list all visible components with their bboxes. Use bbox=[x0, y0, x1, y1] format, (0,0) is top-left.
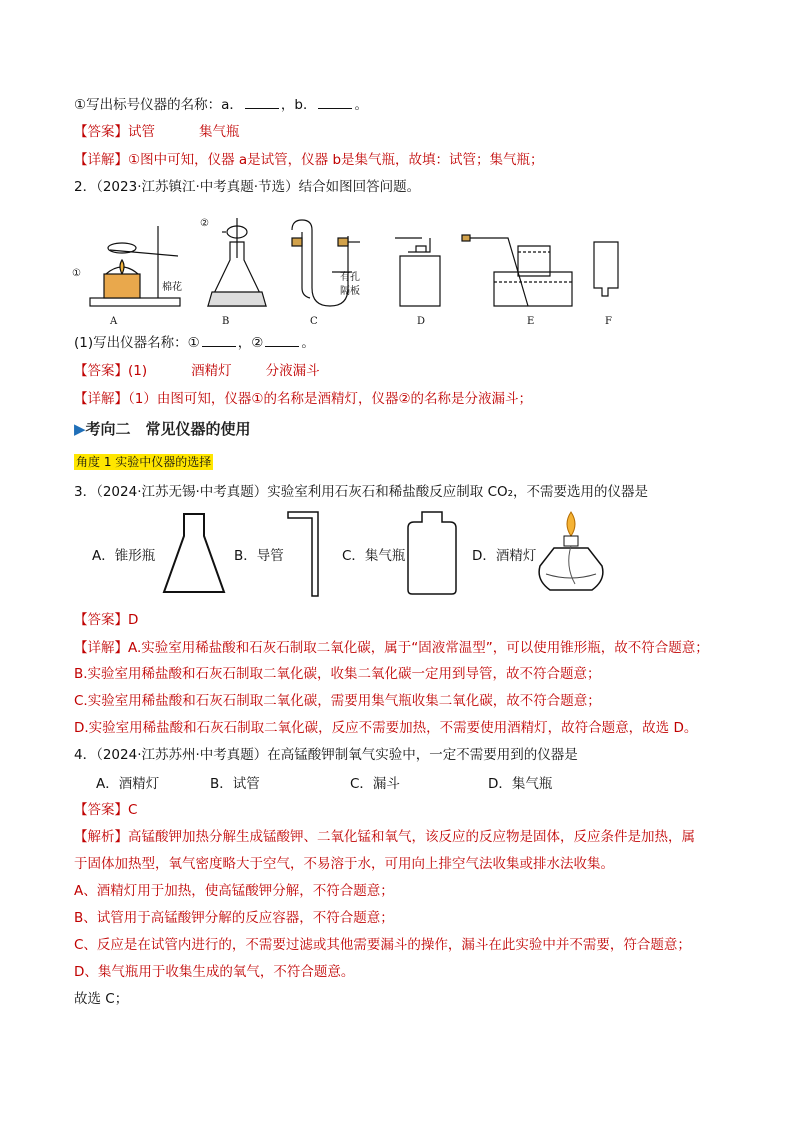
q4-analysis-1: 【解析】高锰酸钾加热分解生成锰酸钾、二氧化锰和氧气，该反应的反应物是固体，反应条件是加热，属 bbox=[74, 829, 695, 845]
section-heading: ▶考向二 常见仪器的使用 bbox=[74, 420, 251, 438]
q2-title: 2．（2023·江苏镇江·中考真题·节选）结合如图回答问题。 bbox=[74, 179, 421, 195]
q4-analysis-d: D、集气瓶用于收集生成的氧气，不符合题意。 bbox=[74, 964, 355, 980]
label-F: F bbox=[605, 316, 612, 327]
plate-label-2: 隔板 bbox=[340, 286, 360, 297]
blank-2[interactable] bbox=[265, 333, 299, 347]
conical-flask-drawing bbox=[162, 510, 226, 594]
q1-prompt: ①写出标号仪器的名称：a． ，b． 。 bbox=[74, 97, 368, 113]
q3-detail-a: 【详解】A.实验室用稀盐酸和石灰石制取二氧化碳，属于“固液常温型”，可以使用锥形瓶，故不符合题意； bbox=[74, 640, 709, 656]
blank-a[interactable] bbox=[245, 95, 279, 109]
q4-answer: 【答案】C bbox=[74, 802, 138, 818]
label-C: C bbox=[310, 316, 318, 327]
gas-jar-drawing bbox=[404, 510, 460, 596]
q4-option-b[interactable]: B．试管 bbox=[210, 776, 260, 792]
q4-title: 4．（2024·江苏苏州·中考真题）在高锰酸钾制氧气实验中，一定不需要用到的仪器是 bbox=[74, 747, 578, 763]
q4-option-a[interactable]: A．酒精灯 bbox=[96, 776, 160, 792]
section-arrow-icon: ▶ bbox=[74, 420, 86, 438]
delivery-tube-drawing bbox=[286, 508, 326, 600]
q2-detail: 【详解】（1）由图可知，仪器①的名称是酒精灯，仪器②的名称是分液漏斗； bbox=[74, 391, 533, 407]
q4-analysis-a: A、酒精灯用于加热，使高锰酸钾分解，不符合题意； bbox=[74, 883, 394, 899]
q3-options-figure bbox=[74, 506, 634, 602]
q4-analysis-2: 于固体加热型，氧气密度略大于空气，不易溶于水，可用向上排空气法收集或排水法收集。 bbox=[74, 856, 614, 872]
q1-detail: 【详解】①图中可知，仪器 a是试管，仪器 b是集气瓶，故填：试管；集气瓶； bbox=[74, 152, 544, 168]
q3-title: 3．（2024·江苏无锡·中考真题）实验室利用石灰石和稀盐酸反应制取 CO₂，不需要选用的仪器是 bbox=[74, 484, 649, 500]
q4-conclusion: 故选 C； bbox=[74, 991, 129, 1007]
q3-option-d[interactable]: D．酒精灯 bbox=[472, 548, 537, 564]
mark-1: ① bbox=[72, 268, 81, 279]
q4-option-c[interactable]: C．漏斗 bbox=[350, 776, 400, 792]
q3-option-c[interactable]: C．集气瓶 bbox=[342, 548, 406, 564]
q4-options bbox=[96, 772, 656, 792]
blank-1[interactable] bbox=[202, 333, 236, 347]
q3-option-a[interactable]: A．锥形瓶 bbox=[92, 548, 156, 564]
q4-analysis-b: B、试管用于高锰酸钾分解的反应容器，不符合题意； bbox=[74, 910, 394, 926]
q1-answer: 【答案】试管 集气瓶 bbox=[74, 124, 240, 140]
label-B: B bbox=[222, 316, 230, 327]
q3-detail-d: D.实验室用稀盐酸和石灰石制取二氧化碳，反应不需要加热，不需要使用酒精灯，故符合题意，故选 D。 bbox=[74, 720, 698, 736]
apparatus-drawing bbox=[70, 212, 650, 334]
label-A: A bbox=[110, 316, 118, 327]
q2-apparatus-figure bbox=[70, 212, 650, 334]
cotton-label: 棉花 bbox=[162, 282, 182, 293]
q3-detail-c: C.实验室用稀盐酸和石灰石制取二氧化碳，需要用集气瓶收集二氧化碳，故不符合题意； bbox=[74, 693, 601, 709]
subsection-label: 角度 1 实验中仪器的选择 bbox=[76, 455, 212, 469]
q2-answer: 【答案】(1) 酒精灯 分液漏斗 bbox=[74, 363, 320, 379]
q3-option-b[interactable]: B．导管 bbox=[234, 548, 284, 564]
blank-b[interactable] bbox=[318, 95, 352, 109]
label-D: D bbox=[417, 316, 426, 327]
label-E: E bbox=[527, 316, 535, 327]
alcohol-lamp-drawing bbox=[536, 506, 606, 598]
q3-detail-b: B.实验室用稀盐酸和石灰石制取二氧化碳，收集二氧化碳一定用到导管，故不符合题意； bbox=[74, 666, 601, 682]
q4-option-d[interactable]: D．集气瓶 bbox=[488, 776, 553, 792]
plate-label-1: 有孔 bbox=[340, 272, 360, 283]
q4-analysis-c: C、反应是在试管内进行的，不需要过滤或其他需要漏斗的操作，漏斗在此实验中并不需要，符合题意； bbox=[74, 937, 691, 953]
mark-2: ② bbox=[200, 218, 209, 229]
q2-prompt: (1)写出仪器名称：① ，② 。 bbox=[74, 335, 315, 351]
q3-answer: 【答案】D bbox=[74, 612, 139, 628]
